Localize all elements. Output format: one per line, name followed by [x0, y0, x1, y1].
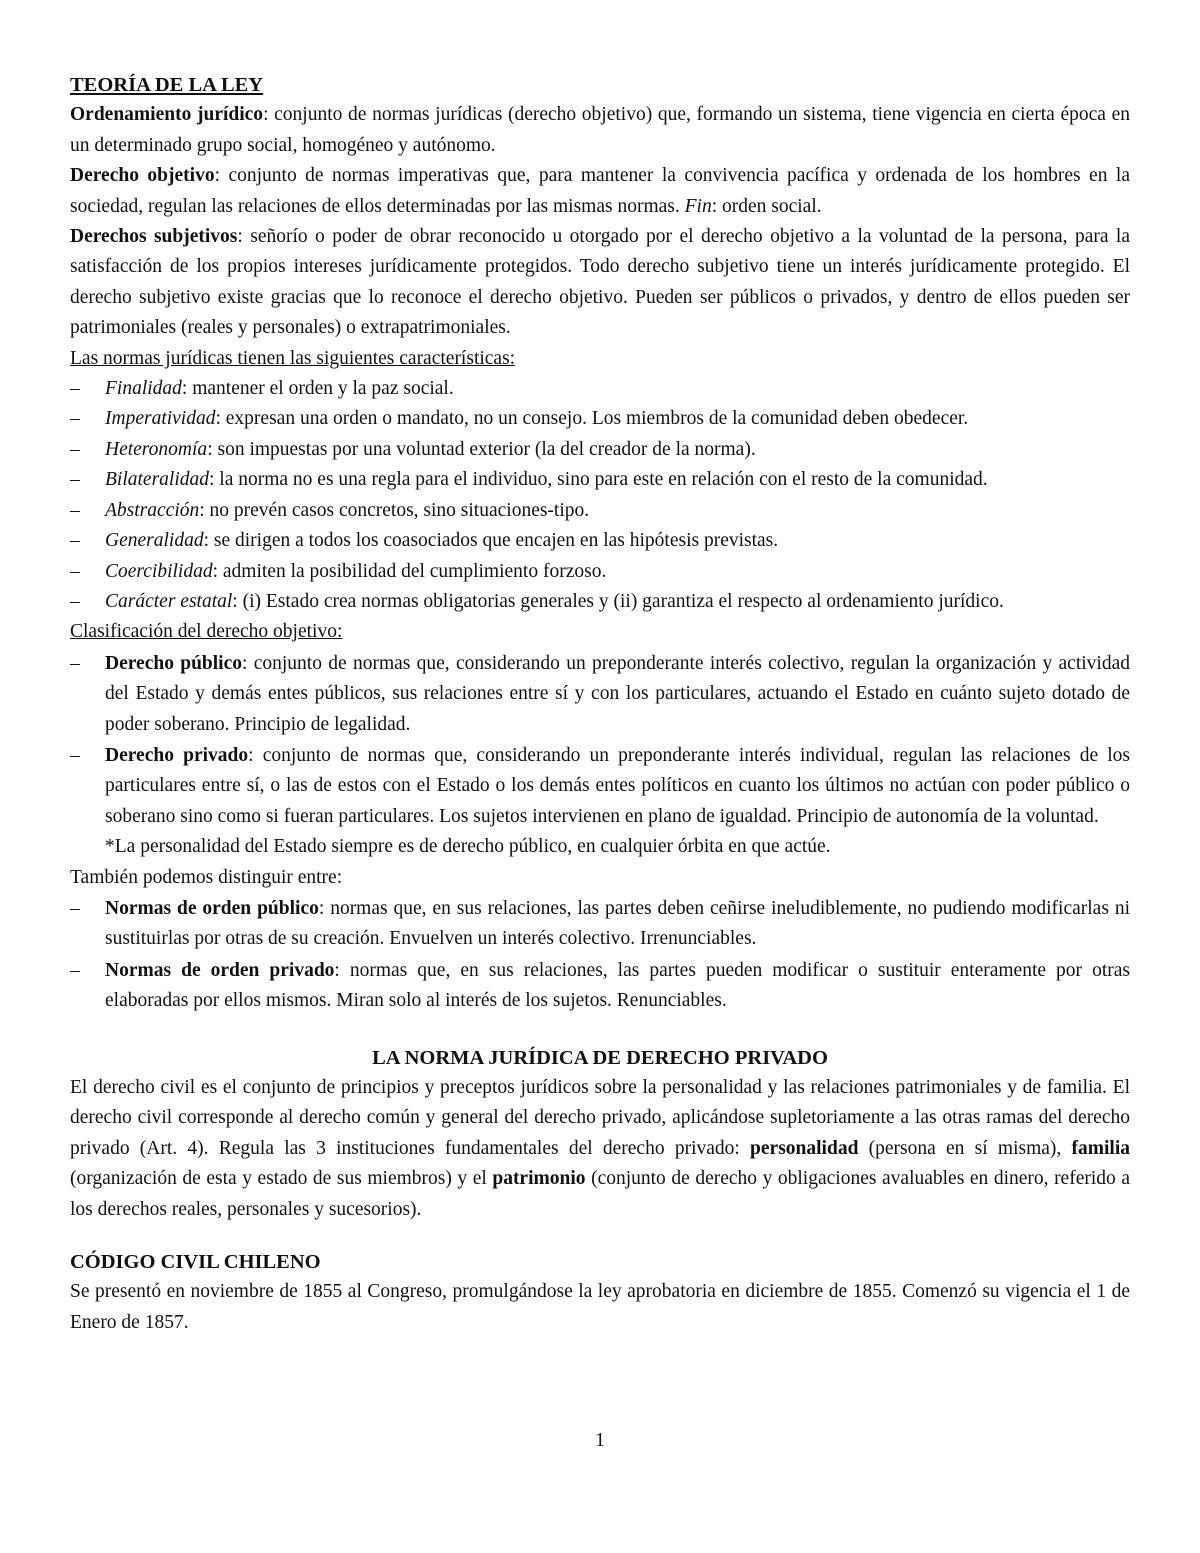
list-item: – Normas de orden público: normas que, en sus relaciones, las partes deben ceñirse ineludiblemente, no pudiendo modificarlas ni sustituirlas por otras de su creación. Envuelven un interés colectivo. Irrenunciables.	[70, 897, 1130, 950]
list-item: – Abstracción: no prevén casos concretos, sino situaciones-tipo.	[70, 499, 590, 521]
list-item: – Normas de orden privado: normas que, en sus relaciones, las partes pueden modificar o sustituir enteramente por otras elaboradas por ellos mismos. Miran solo al interés de los sujetos. Renunciables.	[70, 959, 1130, 1012]
section-title-codigo-civil: CÓDIGO CIVIL CHILENO	[70, 1251, 321, 1274]
list-item: – Heteronomía: son impuestas por una voluntad exterior (la del creador de la norma).	[70, 438, 756, 460]
list-item: – Bilateralidad: la norma no es una regla para el individuo, sino para este en relación con el resto de la comunidad.	[70, 469, 988, 491]
list-item: – Derecho privado: conjunto de normas que, considerando un preponderante interés individual, regulan las relaciones de los particulares entre sí, o las de estos con el Estado o los demás entes políticos en cuanto los últimos no actúan con poder público o soberano sino como si fueran particulares. Los sujetos intervienen en plano de igualdad. Principio de autonomía de la voluntad.	[70, 744, 1131, 827]
document-page	[70, 70, 1130, 1338]
term-derechos-subjetivos: Derechos subjetivos	[70, 226, 238, 248]
page-number: 1	[595, 1430, 605, 1451]
list-item: – Derecho público: conjunto de normas que, considerando un preponderante interés colectivo, regulan la organización y actividad del Estado y demás entes públicos, sus relaciones entre sí y con los particulares, actuando el Estado en cuánto sujeto dotado de poder soberano. Principio de legalidad.	[70, 652, 1130, 735]
term-derecho-objetivo: Derecho objetivo	[70, 165, 215, 187]
ordenes-list	[70, 894, 1130, 1017]
list-item: – Finalidad: mantener el orden y la paz social.	[70, 378, 454, 400]
list-item: – Generalidad: se dirigen a todos los coasociados que encajen en las hipótesis previstas.	[70, 530, 779, 552]
paragraph-ordenamiento: Ordenamiento jurídico: conjunto de normas jurídicas (derecho objetivo) que, formando un sistema, tiene vigencia en cierta época en un determinado grupo social, homogéneo y autónomo.	[70, 104, 1130, 156]
paragraph-derecho-civil: El derecho civil es el conjunto de principios y preceptos jurídicos sobre la personalidad y las relaciones patrimoniales y de familia. El derecho civil corresponde al derecho común y general del derecho privado, aplicándose supletoriamente a las otras ramas del derecho privado (Art. 4). Regula las 3 instituciones fundamentales del derecho privado: personalidad (persona en sí misma), familia (organización de esta y estado de sus miembros) y el patrimonio (conjunto de derecho y obligaciones avaluables en dinero, referido a los derechos reales, personales y sucesorios).	[70, 1077, 1130, 1220]
nota-estado: *La personalidad del Estado siempre es de derecho público, en cualquier órbita en que actúe.	[105, 836, 831, 858]
paragraph-derecho-objetivo: Derecho objetivo: conjunto de normas imperativas que, para mantener la convivencia pacífica y ordenada de los hombres en la sociedad, regulan las relaciones de ellos determinadas por las mismas normas. Fin: orden social.	[70, 165, 1131, 217]
paragraph-codigo-civil: Se presentó en noviembre de 1855 al Congreso, promulgándose la ley aprobatoria en diciembre de 1855. Comenzó su vigencia el 1 de Enero de 1857.	[70, 1281, 1130, 1333]
list-item: – Imperatividad: expresan una orden o mandato, no un consejo. Los miembros de la comunidad deben obedecer.	[70, 408, 969, 430]
term-ordenamiento: Ordenamiento jurídico	[70, 104, 264, 126]
section-title-teoria: TEORÍA DE LA LEY	[70, 74, 264, 96]
list-item: – Carácter estatal: (i) Estado crea normas obligatorias generales y (ii) garantiza el respecto al ordenamiento jurídico.	[70, 590, 1004, 612]
caracteristicas-heading: Las normas jurídicas tienen las siguientes características:	[70, 347, 516, 369]
clasificacion-heading: Clasificación del derecho objetivo:	[70, 621, 343, 643]
list-item: – Coercibilidad: admiten la posibilidad del cumplimiento forzoso.	[70, 560, 607, 582]
paragraph-derechos-subjetivos: Derechos subjetivos: señorío o poder de obrar reconocido u otorgado por el derecho objetivo a la voluntad de la persona, para la satisfacción de los propios intereses jurídicamente protegidos. Todo derecho subjetivo tiene un interés jurídicamente protegido. El derecho subjetivo existe gracias que lo reconoce el derecho objetivo. Pueden ser públicos o privados, y dentro de ellos pueden ser patrimoniales (reales y personales) o extrapatrimoniales.	[70, 226, 1130, 339]
distinguir-heading: También podemos distinguir entre:	[70, 866, 343, 888]
caracteristicas-list	[70, 374, 1130, 617]
clasificacion-list	[70, 649, 1130, 832]
section-title-norma-juridica: LA NORMA JURÍDICA DE DERECHO PRIVADO	[372, 1046, 828, 1069]
